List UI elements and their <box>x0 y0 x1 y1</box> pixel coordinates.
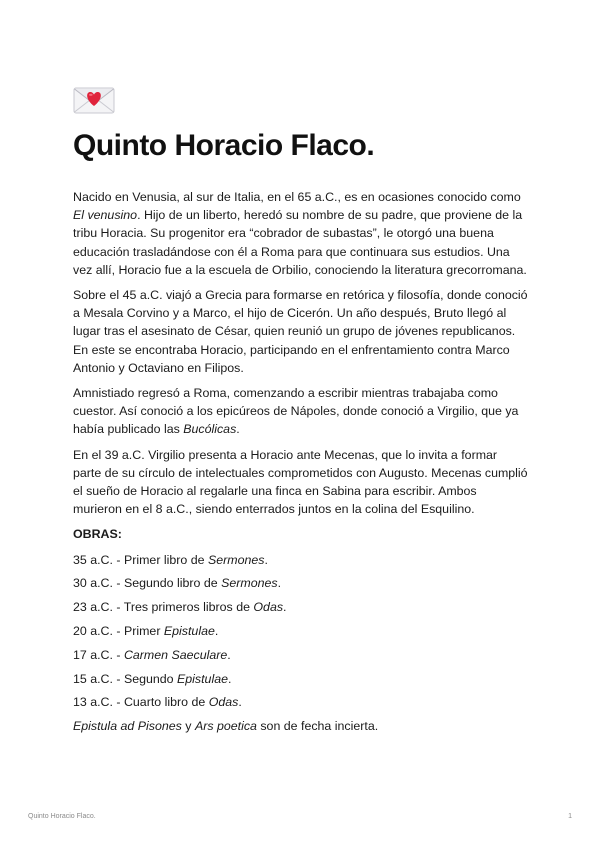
love-letter-icon <box>73 85 115 115</box>
text-run: 15 a.C. - Segundo <box>73 671 178 686</box>
body-paragraph <box>73 446 528 519</box>
work-item <box>73 670 528 688</box>
text-run: son de fecha incierta. <box>256 719 379 734</box>
text-run: . <box>236 422 240 437</box>
page-number: 1 <box>568 813 572 820</box>
italic-run: Epistulae <box>177 671 228 686</box>
work-item <box>73 646 528 664</box>
text-run: y <box>181 719 195 734</box>
body-text <box>73 188 528 518</box>
italic-run: Odas <box>208 695 239 710</box>
italic-run: Epistulae <box>163 624 215 639</box>
text-run: 30 a.C. - Segundo libro de <box>73 576 222 591</box>
italic-run: Bucólicas <box>183 422 237 437</box>
page-footer <box>28 813 572 820</box>
italic-run: Epistula ad Pisones <box>73 719 182 734</box>
text-run: 20 a.C. - Primer <box>73 624 164 639</box>
page-title: Quinto Horacio Flaco. <box>73 129 375 162</box>
document-page <box>73 85 528 741</box>
text-run: . Hijo de un liberto, heredó su nombre de su padre, que proviene de la tribu Horacia. Su progenitor era “cobrador de subastas”, le otorgó una buena educación trasladándose con él a Roma para que continuara sus estudios. Una vez allí, Horacio fue a la escuela de Orbilio, conociendo la literatura grecorromana. <box>73 208 527 277</box>
text-run: . <box>264 552 268 567</box>
text-run: . <box>277 576 282 591</box>
work-item <box>73 598 528 616</box>
work-item <box>73 693 528 711</box>
italic-run: Ars poetica <box>194 719 257 734</box>
work-item <box>73 551 528 569</box>
text-run: 35 a.C. - Primer libro de <box>73 552 208 567</box>
works-list <box>73 551 528 736</box>
text-run: . <box>238 695 242 710</box>
text-run: En el 39 a.C. Virgilio presenta a Horacio ante Mecenas, que lo invita a formar parte de su círculo de intelectuales comprometidos con Augusto. Mecenas cumplió el sueño de Horacio al regalarle una finca en Sabina para escribir. Ambos murieron en el 8 a.C., siendo enterrados juntos en la colina del Esquilino. <box>73 447 528 517</box>
text-run: 13 a.C. - Cuarto libro de <box>73 695 209 710</box>
text-run: . <box>283 600 287 615</box>
italic-run: Sermones <box>221 576 278 591</box>
text-run: Amnistiado regresó a Roma, comenzando a escribir mientras trabajaba como cuestor. Así conoció a los epicúreos de Nápoles, donde conoció a Virgilio, que ya había publicado las <box>73 386 519 437</box>
footer-title: Quinto Horacio Flaco. <box>28 813 96 820</box>
text-run: Nacido en Venusia, al sur de Italia, en el 65 a.C., es en ocasiones conocido como <box>73 190 521 204</box>
work-item <box>73 622 528 640</box>
work-item <box>73 574 528 592</box>
text-run: Sobre el 45 a.C. viajó a Grecia para formarse en retórica y filosofía, donde conoció a Mesala Corvino y a Marco, el hijo de Cicerón. Un año después, Bruto llegó al lugar tras el asesinato de César, quien reunió un grupo de jóvenes republicanos. En este se encontraba Horacio, participando en el enfrentamiento contra Marco Antonio y Octaviano en Filipos. <box>73 288 528 375</box>
text-run: 17 a.C. - <box>73 647 124 662</box>
text-run: . <box>227 647 231 662</box>
text-run: . <box>214 624 219 639</box>
work-item <box>73 717 528 735</box>
italic-run: Odas <box>253 600 284 615</box>
body-paragraph <box>73 188 528 279</box>
body-paragraph <box>73 384 528 439</box>
body-paragraph <box>73 286 528 377</box>
italic-run: Carmen Saeculare <box>123 647 228 662</box>
italic-run: Sermones <box>207 552 265 567</box>
italic-run: El venusino <box>73 208 138 223</box>
text-run: . <box>228 671 232 686</box>
works-heading: OBRAS: <box>73 527 122 542</box>
text-run: 23 a.C. - Tres primeros libros de <box>73 600 254 615</box>
